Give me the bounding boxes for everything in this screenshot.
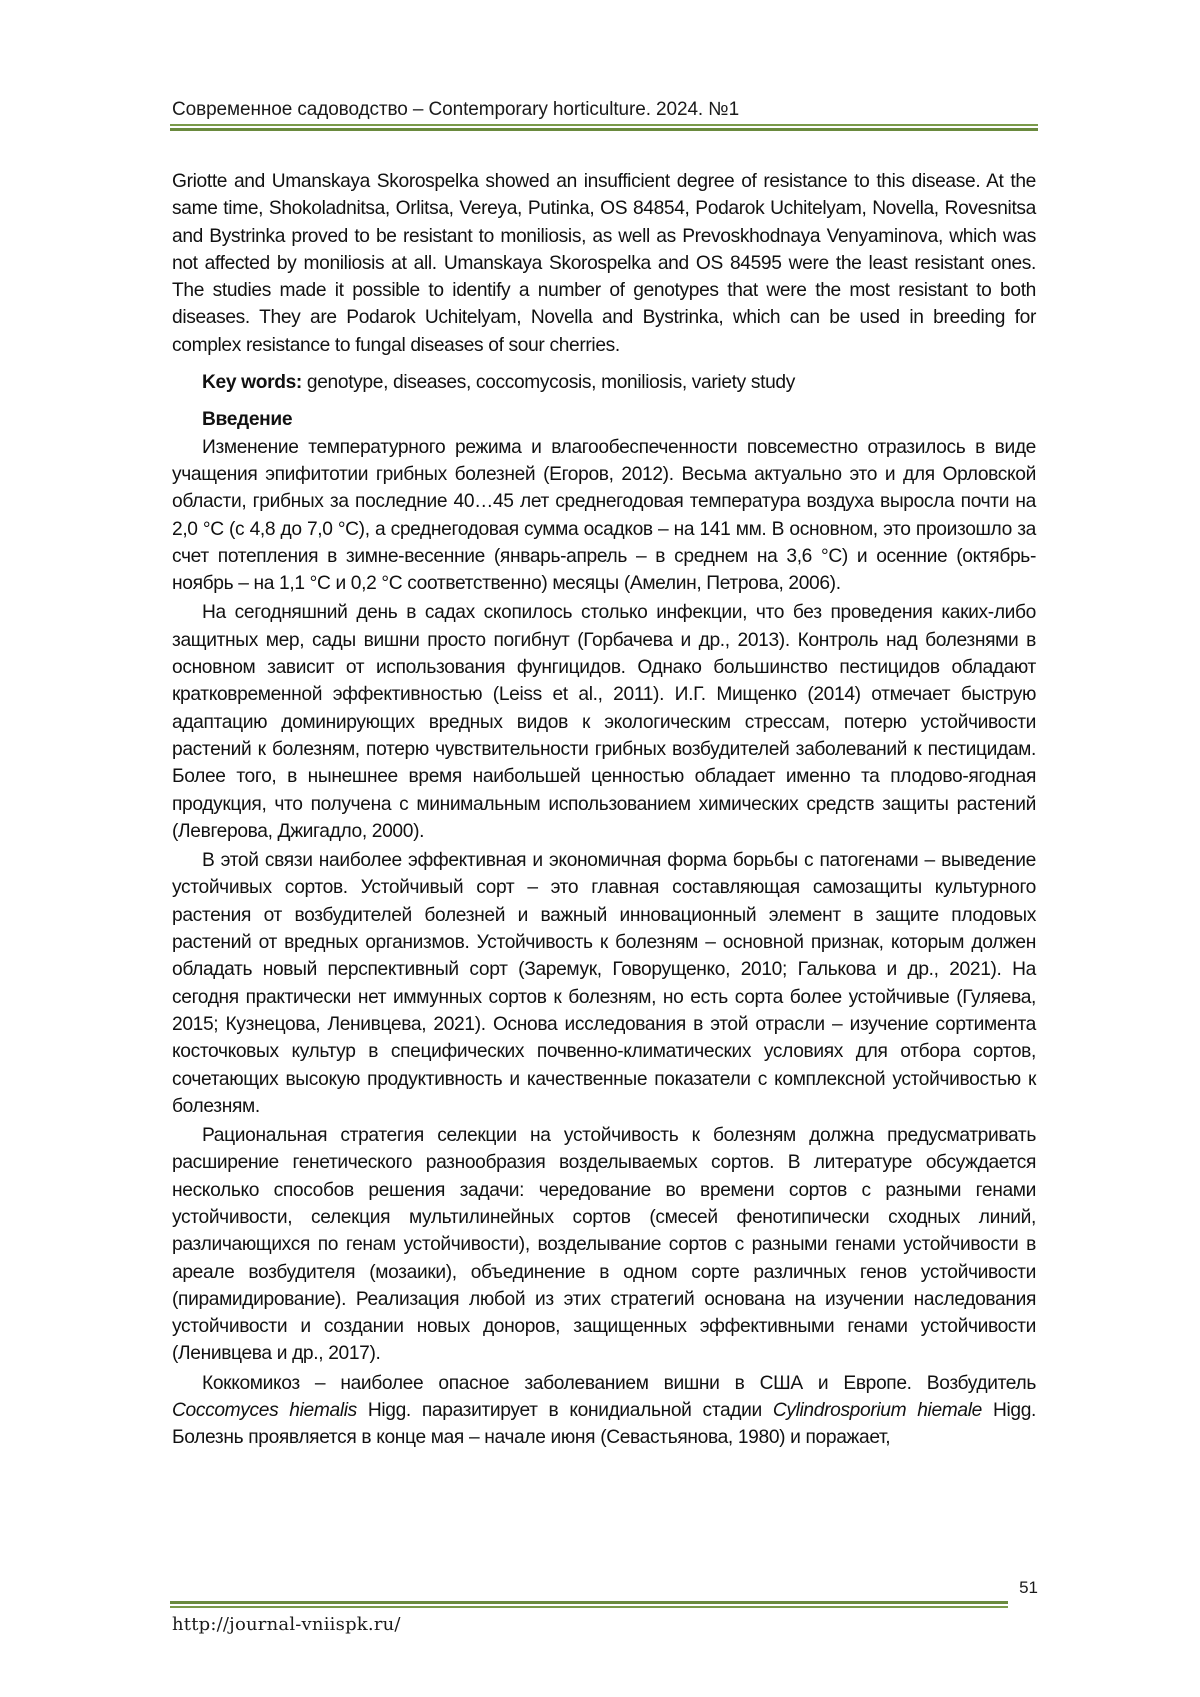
page-number: 51 <box>1019 1578 1038 1597</box>
keywords-text: genotype, diseases, coccomycosis, moniliosis, variety study <box>301 372 795 394</box>
header-rule-thick <box>170 128 1038 131</box>
article-body <box>172 168 1036 1452</box>
species-name-1: Coccomyces hiemalis <box>172 1400 357 1422</box>
header-rule-thin <box>170 124 1038 126</box>
paragraph-5 <box>172 1370 1036 1452</box>
abstract-tail: Griotte and Umanskaya Skorospelka showed an insufficient degree of resistance to this disease. At the same time, Shokoladnitsa, Orlitsa, Vereya, Putinka, OS 84854, Podarok Uchitelyam, Novella, Rovesnitsa and Bystrinka proved to be resistant to moniliosis, as well as Prevoskhodnaya Venyaminova, which was not affected by moniliosis at all. Umanskaya Skorospelka and OS 84595 were the least resistant ones. The studies made it possible to identify a number of genotypes that were the most resistant to both diseases. They are Podarok Uchitelyam, Novella and Bystrinka, which can be used in breeding for complex resistance to fungal diseases of sour cherries. <box>172 171 1036 356</box>
paragraph-2: На сегодняшний день в садах скопилось столько инфекции, что без проведения каких-либо защитных мер, сады вишни просто погибнут (Горбачева и др., 2013). Контроль над болезнями в основном зависит от использования фунгицидов. Однако большинство пестицидов обладают кратковременной эффективностью (Leiss et al., 2011). И.Г. Мищенко (2014) отмечает быструю адаптацию доминирующих вредных видов к экологическим стрессам, потерю устойчивости растений к болезням, потерю чувствительности грибных возбудителей заболеваний к пестицидам. Более того, в нынешнее время наибольшей ценностью обладает именно та плодово-ягодная продукция, что получена с минимальным использованием химических средств защиты растений (Левгерова, Джигадло, 2000). <box>172 602 1036 842</box>
running-head: Современное садоводство – Contemporary horticulture. 2024. №1 <box>172 99 740 120</box>
keywords-label: Key words: <box>202 372 302 394</box>
footer-rule-thick <box>170 1601 1008 1604</box>
paragraph-5-text-a: Коккомикоз – наиболее опасное заболеванием вишни в США и Европе. Возбудитель <box>202 1372 1036 1394</box>
paragraph-5-text-b: Higg. паразитирует в конидиальной стадии <box>356 1400 773 1422</box>
paragraph-1: Изменение температурного режима и влагообеспеченности повсеместно отразилось в виде учащения эпифитотии грибных болезней (Егоров, 2012). Весьма актуально это и для Орловской области, грибных за последние 40…45 лет среднегодовая температура воздуха выросла почти на 2,0 °С (с 4,8 до 7,0 °С), а среднегодовая сумма осадков – на 141 мм. В основном, это произошло за счет потепления в зимне-весенние (январь-апрель – в среднем на 3,6 °С) и осенние (октябрь-ноябрь – на 1,1 °С и 0,2 °С соответственно) месяцы (Амелин, Петрова, 2006). <box>172 436 1036 595</box>
footer-rule-thin <box>170 1606 1008 1608</box>
section-title: Введение <box>202 409 293 431</box>
paragraph-3: В этой связи наиболее эффективная и экономичная форма борьбы с патогенами – выведение устойчивых сортов. Устойчивый сорт – это главная составляющая самозащиты культурного растения от возбудителей болезней и важный инновационный элемент в защите плодовых растений от вредных организмов. Устойчивость к болезням – основной признак, которым должен обладать новый перспективный сорт (Заремук, Говорущенко, 2010; Галькова и др., 2021). На сегодня практически нет иммунных сортов к болезням, но есть сорта более устойчивые (Гуляева, 2015; Кузнецова, Ленивцева, 2021). Основа исследования в этой отрасли – изучение сортимента косточковых культур в специфических почвенно-климатических условиях для отбора сортов, сочетающих высокую продуктивность и качественные показатели с комплексной устойчивостью к болезням. <box>172 850 1036 1117</box>
species-name-2: Cylindrosporium hiemale <box>772 1400 982 1422</box>
footer-url[interactable]: http://journal-vniispk.ru/ <box>172 1614 401 1635</box>
keywords <box>172 369 1036 396</box>
paragraph-5-text-c: Higg. Болезнь проявляется в конце мая – начале июня (Севастьянова, 1980) и поражает, <box>172 1400 1036 1449</box>
paragraph-4: Рациональная стратегия селекции на устойчивость к болезням должна предусматривать расширение генетического разнообразия возделываемых сортов. В литературе обсуждается несколько способов решения задачи: чередование во времени сортов с разными генами устойчивости, селекция мультилинейных сортов (смесей фенотипически сходных линий, различающихся по генам устойчивости), возделывание сортов с разными генами устойчивости в ареале возбудителя (мозаики), объединение в одном сорте различных генов устойчивости (пирамидирование). Реализация любой из этих стратегий основана на изучении наследования устойчивости и создании новых доноров, защищенных эффективными генами устойчивости (Ленивцева и др., 2017). <box>172 1125 1036 1365</box>
